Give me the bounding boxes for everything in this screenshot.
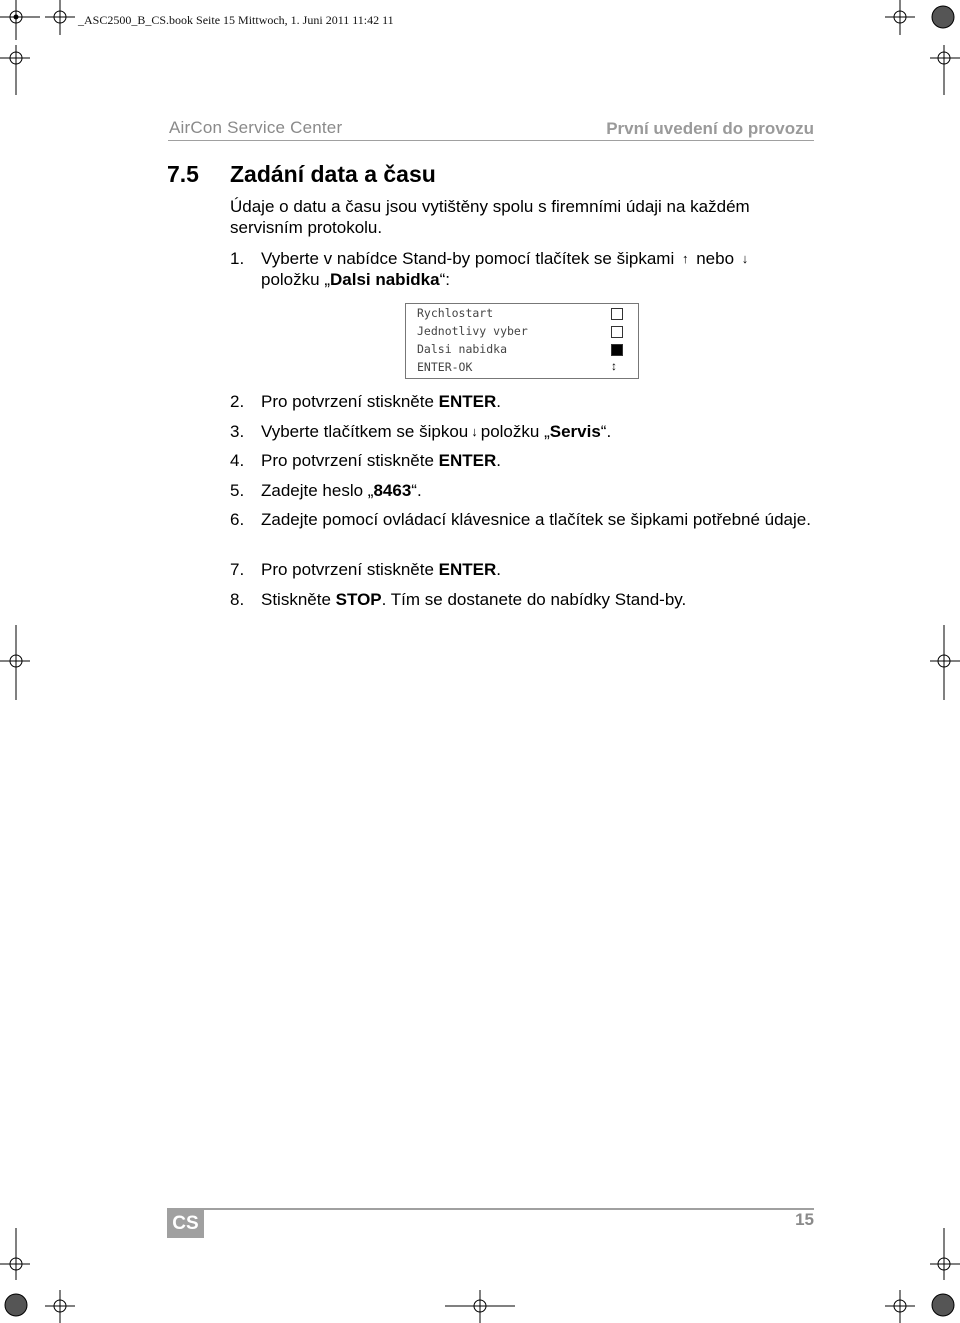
heading-title: Zadání data a času — [230, 161, 436, 187]
arrow-down-icon: ↓ — [741, 251, 749, 266]
page-number: 15 — [795, 1210, 814, 1229]
step-5: 5. Zadejte heslo „8463“. — [230, 481, 422, 500]
step-6: 6. Zadejte pomocí ovládací klávesnice a tlačítek se šipkami potřebné údaje. — [230, 510, 811, 529]
intro-paragraph: Údaje o datu a času jsou vytištěny spolu s firemními údaji na každém servisním protokolu. — [230, 197, 750, 237]
menu-item-enter-ok: ENTER-OK — [417, 360, 473, 374]
menu-item-jednotlivy-vyber: Jednotlivy vyber — [417, 324, 528, 338]
step-7: 7. Pro potvrzení stiskněte ENTER. — [230, 560, 501, 579]
step-1: 1. Vyberte v nabídce Stand-by pomocí tlačítek se šipkami ↑ nebo ↓ položku „Dalsi nabidka“: — [230, 248, 815, 290]
arrow-down-icon: ↓ — [471, 424, 478, 439]
brand-logo: AirCon Service Center — [169, 118, 343, 137]
checkbox-empty-icon — [611, 326, 623, 338]
menu-item-dalsi-nabidka: Dalsi nabidka — [417, 342, 508, 356]
footer-rule — [167, 1208, 814, 1210]
step-3: 3. Vyberte tlačítkem se šipkou ↓ položku „Servis“. — [230, 422, 612, 441]
checkbox-empty-icon — [611, 308, 623, 320]
step-8: 8. Stiskněte STOP. Tím se dostanete do nabídky Stand-by. — [230, 590, 687, 609]
menu-item-rychlostart: Rychlostart — [417, 306, 494, 320]
step-number: 1. — [230, 249, 245, 268]
updown-arrow-icon: ↕ — [611, 359, 617, 373]
header-rule — [168, 140, 814, 141]
checkbox-filled-icon — [611, 344, 623, 356]
step-2: 2. Pro potvrzení stiskněte ENTER. — [230, 392, 501, 411]
display-screen — [405, 303, 639, 379]
heading-number: 7.5 — [167, 161, 199, 187]
print-info: _ASC2500_B_CS.book Seite 15 Mittwoch, 1. Juni 2011 11:42 11 — [78, 13, 394, 27]
arrow-up-icon: ↑ — [681, 251, 689, 266]
step-4: 4. Pro potvrzení stiskněte ENTER. — [230, 451, 501, 470]
section-header: První uvedení do provozu — [606, 119, 814, 138]
language-badge: CS — [167, 1209, 204, 1238]
page-title — [167, 161, 436, 188]
